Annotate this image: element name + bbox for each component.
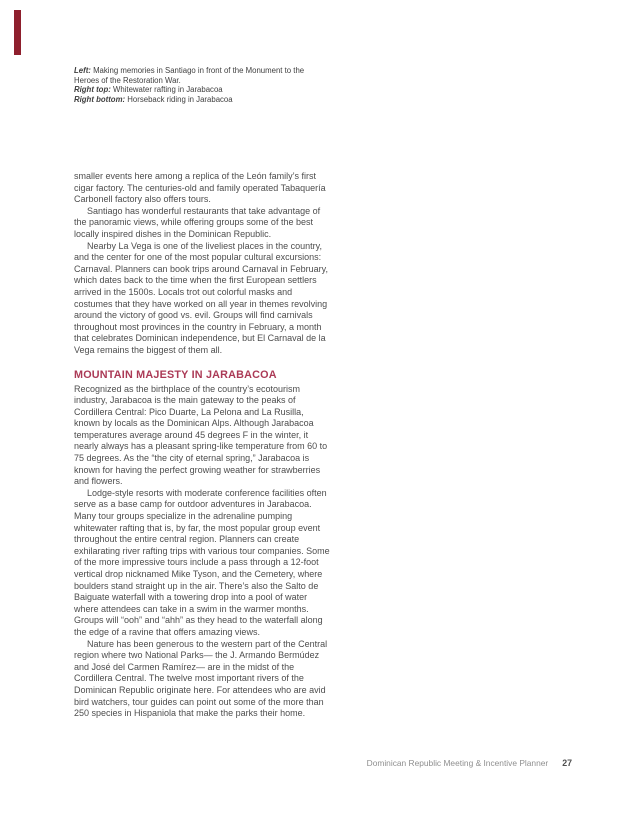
body-paragraph: Recognized as the birthplace of the country’s ecotourism industry, Jarabacoa is the main gateway to the peaks of Cordillera Central: Pico Duarte, La Pelona and La Rusilla, known by locals as the Dominican Alps. Although Jarabacoa temperatures average around 45 degrees F in the winter, it nearly always has a pleasant spring-like temperature from 60 to 75 degrees. As the “the city of eternal spring,” Jarabacoa is known for having the perfect growing weather for strawberries and flowers. [74, 383, 328, 487]
page-edge-tab [14, 10, 21, 55]
caption-lead: Left: [74, 66, 91, 75]
publication-title: Dominican Republic Meeting & Incentive Planner [366, 758, 549, 768]
page-number: 27 [562, 758, 572, 768]
photo-caption-block [74, 66, 324, 105]
page-footer [367, 758, 572, 768]
caption-lead: Right top: [74, 85, 111, 95]
caption-item-right-bottom [74, 95, 324, 105]
caption-text: Making memories in Santiago in front of the Monument to the Heroes of the Restoration War. [74, 66, 305, 85]
body-paragraph: Nature has been generous to the western part of the Central region where two National Parks— the J. Armando Bermúdez and José del Carmen Ramírez— are in the midst of the Cordillera Central. The twelve most important rivers of the Dominican Republic originate here. For attendees who are avid bird watchers, tour guides can point out some of the more than 250 species in Hispaniola that make the parks their home. [74, 638, 328, 719]
caption-item-right-top [74, 85, 324, 95]
body-paragraph: smaller events here among a replica of the León family’s first cigar factory. The centuries-old and family operated Tabaquería Carbonell factory also offers tours. [74, 171, 326, 205]
caption-text: Whitewater rafting in Jarabacoa [112, 85, 223, 95]
caption-lead: Right bottom: [74, 95, 126, 105]
body-paragraph: Santiago has wonderful restaurants that take advantage of the panoramic views, while offering groups some of the best locally inspired dishes in the Dominican Republic. [74, 205, 321, 239]
body-paragraph: Nearby La Vega is one of the liveliest places in the country, and the center for one of the most popular cultural excursions: Carnaval. Planners can book trips around Carnaval in February, which dates back to the time when the first European settlers arrived in the 1500s. Locals trot out colorful masks and costumes that they have worked on all year in themes revolving around the victory of good vs. evil. Groups will find carnivals throughout most provinces in the country in February, a month that celebrates Dominican independence, but El Carnaval de la Vega remains the biggest of them all. [74, 240, 328, 355]
section-heading: MOUNTAIN MAJESTY IN JARABACOA [74, 368, 277, 381]
caption-text: Horseback riding in Jarabacoa [127, 95, 233, 105]
caption-item-left [74, 66, 324, 85]
article-column [74, 171, 332, 720]
body-paragraph: Lodge-style resorts with moderate conference facilities often serve as a base camp for outdoor adventures in Jarabacoa. Many tour groups specialize in the adrenaline pumping whitewater rafting that is, by far, the most popular group event throughout the entire central region. Planners can create exhilarating river rafting trips with various tour companies. Some of the more impressive tours include a pass through a 12-foot vertical drop nicknamed Mike Tyson, and the Cemetery, where boulders stand straight up in the air. There’s also the Salto de Baiguate waterfall with a towering drop into a pool of water where attendees can take in a swim in the warmer months. Groups will “ooh” and “ahh” as they head to the waterfall along the edge of a ravine that offers amazing views. [74, 487, 330, 637]
